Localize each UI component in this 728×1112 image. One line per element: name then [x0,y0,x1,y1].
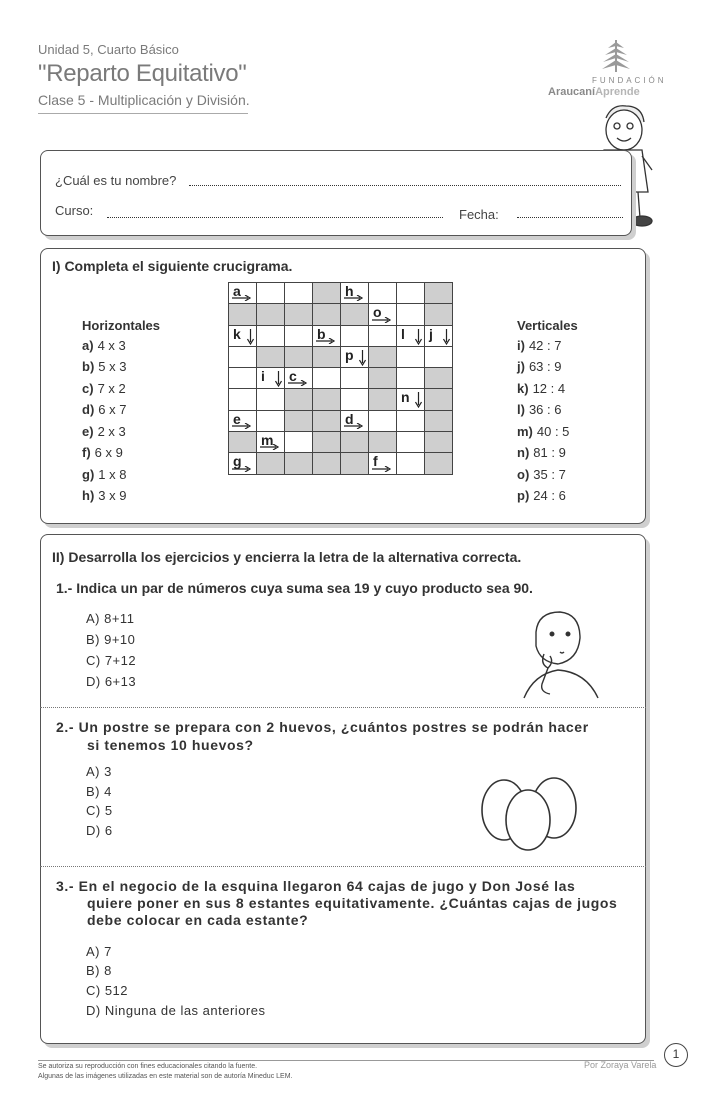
footer-credits: Algunas de las imágenes utilizadas en este material son de autoría Mineduc LEM. [38,1073,293,1080]
grid-cell-shaded [369,432,397,453]
vertical-clue: m) 40 : 5 [517,424,570,439]
logo-subtitle: FUNDACIÓN [592,76,667,85]
grid-cell[interactable] [341,389,369,410]
grid-cell[interactable]: g [229,453,257,474]
eggs-icon [478,764,582,854]
section1-title: I) Completa el siguiente crucigrama. [52,258,293,274]
grid-cell[interactable] [397,368,425,389]
grid-cell[interactable] [397,410,425,431]
grid-cell-shaded [285,304,313,325]
q2-option-c[interactable]: C) 5 [86,803,113,818]
grid-cell-shaded [313,346,341,367]
logo-name [548,86,640,98]
grid-cell[interactable]: a [229,283,257,304]
horizontal-clue: h) 3 x 9 [82,488,127,503]
grid-cell[interactable] [257,283,285,304]
grid-cell[interactable] [397,453,425,474]
grid-cell[interactable] [397,304,425,325]
grid-cell-shaded [425,389,453,410]
grid-cell[interactable] [369,283,397,304]
grid-cell-shaded [285,453,313,474]
question-3-line3: debe colocar en cada estante? [87,912,309,928]
grid-cell-shaded [425,410,453,431]
grid-cell[interactable] [341,368,369,389]
vertical-title: Verticales [517,318,578,333]
horizontal-title: Horizontales [82,318,161,333]
class-label: Clase 5 - Multiplicación y División. [38,92,250,108]
grid-cell[interactable] [229,368,257,389]
q1-option-a[interactable]: A) 8+11 [86,611,135,626]
crossword-grid [228,282,453,475]
q2-option-b[interactable]: B) 4 [86,784,112,799]
footer-license: Se autoriza su reproducción con fines educacionales citando la fuente. [38,1063,258,1070]
q3-option-a[interactable]: A) 7 [86,944,112,959]
grid-cell[interactable] [257,325,285,346]
grid-cell[interactable] [397,283,425,304]
horizontal-clue: a) 4 x 3 [82,338,126,353]
grid-cell-shaded [313,389,341,410]
grid-cell[interactable] [229,346,257,367]
vertical-clue: l) 36 : 6 [517,402,562,417]
grid-cell[interactable]: l [397,325,425,346]
grid-cell-shaded [313,432,341,453]
grid-cell-shaded [425,368,453,389]
grid-cell-shaded [257,453,285,474]
page-number: 1 [664,1043,688,1067]
grid-cell-shaded [425,283,453,304]
grid-cell-shaded [425,453,453,474]
unit-label: Unidad 5, Cuarto Básico [38,42,179,57]
grid-cell[interactable] [369,410,397,431]
date-label: Fecha: [459,207,499,222]
q2-option-d[interactable]: D) 6 [86,823,113,838]
question-divider [40,707,646,708]
grid-cell[interactable] [369,325,397,346]
logo-name-b: Aprende [595,86,640,98]
grid-cell-shaded [285,389,313,410]
grid-cell[interactable] [425,346,453,367]
grid-cell[interactable] [285,432,313,453]
grid-cell-shaded [369,368,397,389]
grid-cell[interactable]: i [257,368,285,389]
grid-cell-shaded [285,346,313,367]
question-3-line2: quiere poner en sus 8 estantes equitativamente. ¿Cuántas cajas de jugos [87,895,618,911]
q2-option-a[interactable]: A) 3 [86,764,112,779]
horizontal-clue: g) 1 x 8 [82,467,127,482]
grid-cell[interactable]: m [257,432,285,453]
grid-cell-shaded [257,304,285,325]
q3-option-b[interactable]: B) 8 [86,963,112,978]
grid-cell[interactable] [257,410,285,431]
grid-cell-shaded [229,432,257,453]
q3-option-c[interactable]: C) 512 [86,983,129,998]
horizontal-clue: b) 5 x 3 [82,359,127,374]
grid-cell[interactable]: d [341,410,369,431]
grid-cell[interactable] [397,346,425,367]
question-2-line1: 2.- Un postre se prepara con 2 huevos, ¿cuántos postres se podrán hacer [56,719,589,735]
grid-cell-shaded [369,389,397,410]
name-field[interactable] [189,185,621,186]
logo-name-a: Araucaní [548,86,596,98]
grid-cell-shaded [313,453,341,474]
vertical-clue: p) 24 : 6 [517,488,566,503]
grid-cell-shaded [313,410,341,431]
vertical-clue: j) 63 : 9 [517,359,562,374]
vertical-clue: o) 35 : 7 [517,467,566,482]
grid-cell-shaded [425,432,453,453]
q1-option-b[interactable]: B) 9+10 [86,632,136,647]
grid-cell-shaded [313,304,341,325]
q3-option-d[interactable]: D) Ninguna de las anteriores [86,1003,266,1018]
horizontal-clue: f) 6 x 9 [82,445,123,460]
student-info-box [40,150,632,236]
course-label: Curso: [55,203,94,218]
grid-cell[interactable] [229,389,257,410]
question-divider [40,866,646,867]
grid-cell[interactable]: h [341,283,369,304]
page-title: "Reparto Equitativo" [38,60,247,87]
q1-option-c[interactable]: C) 7+12 [86,653,137,668]
grid-cell[interactable]: c [285,368,313,389]
grid-cell[interactable] [341,325,369,346]
grid-cell-shaded [341,432,369,453]
grid-cell-shaded [229,304,257,325]
vertical-clue: n) 81 : 9 [517,445,566,460]
grid-cell[interactable]: f [369,453,397,474]
grid-cell[interactable]: b [313,325,341,346]
date-field[interactable] [517,217,623,218]
question-2-line2: si tenemos 10 huevos? [87,737,254,753]
grid-cell[interactable] [285,283,313,304]
grid-cell[interactable] [257,389,285,410]
grid-cell[interactable] [285,325,313,346]
grid-cell-shaded [341,453,369,474]
horizontal-clue: e) 2 x 3 [82,424,126,439]
grid-cell[interactable] [313,368,341,389]
grid-cell-shaded [341,304,369,325]
grid-cell[interactable]: j [425,325,453,346]
section2-title: II) Desarrolla los ejercicios y encierra la letra de la alternativa correcta. [52,549,522,565]
grid-cell[interactable]: n [397,389,425,410]
name-label: ¿Cuál es tu nombre? [55,173,177,188]
grid-cell-shaded [257,346,285,367]
thinking-person-icon [514,604,602,700]
footer-author: Por Zoraya Varela [584,1060,657,1070]
course-field[interactable] [107,217,443,218]
tree-icon [598,38,634,74]
grid-cell[interactable]: k [229,325,257,346]
q1-option-d[interactable]: D) 6+13 [86,674,137,689]
grid-cell[interactable]: e [229,410,257,431]
grid-cell-shaded [369,346,397,367]
vertical-clue: k) 12 : 4 [517,381,566,396]
grid-cell[interactable] [397,432,425,453]
grid-cell-shaded [425,304,453,325]
vertical-clue: i) 42 : 7 [517,338,562,353]
footer-divider [38,1060,654,1061]
question-3-line1: 3.- En el negocio de la esquina llegaron 64 cajas de jugo y Don José las [56,878,576,894]
grid-cell-shaded [285,410,313,431]
horizontal-clue: d) 6 x 7 [82,402,127,417]
horizontal-clue: c) 7 x 2 [82,381,126,396]
grid-cell[interactable]: o [369,304,397,325]
grid-cell[interactable]: p [341,346,369,367]
header-divider [38,113,248,114]
grid-cell-shaded [313,283,341,304]
fundacion-logo [548,38,680,100]
question-1: 1.- Indica un par de números cuya suma sea 19 y cuyo producto sea 90. [56,580,533,596]
